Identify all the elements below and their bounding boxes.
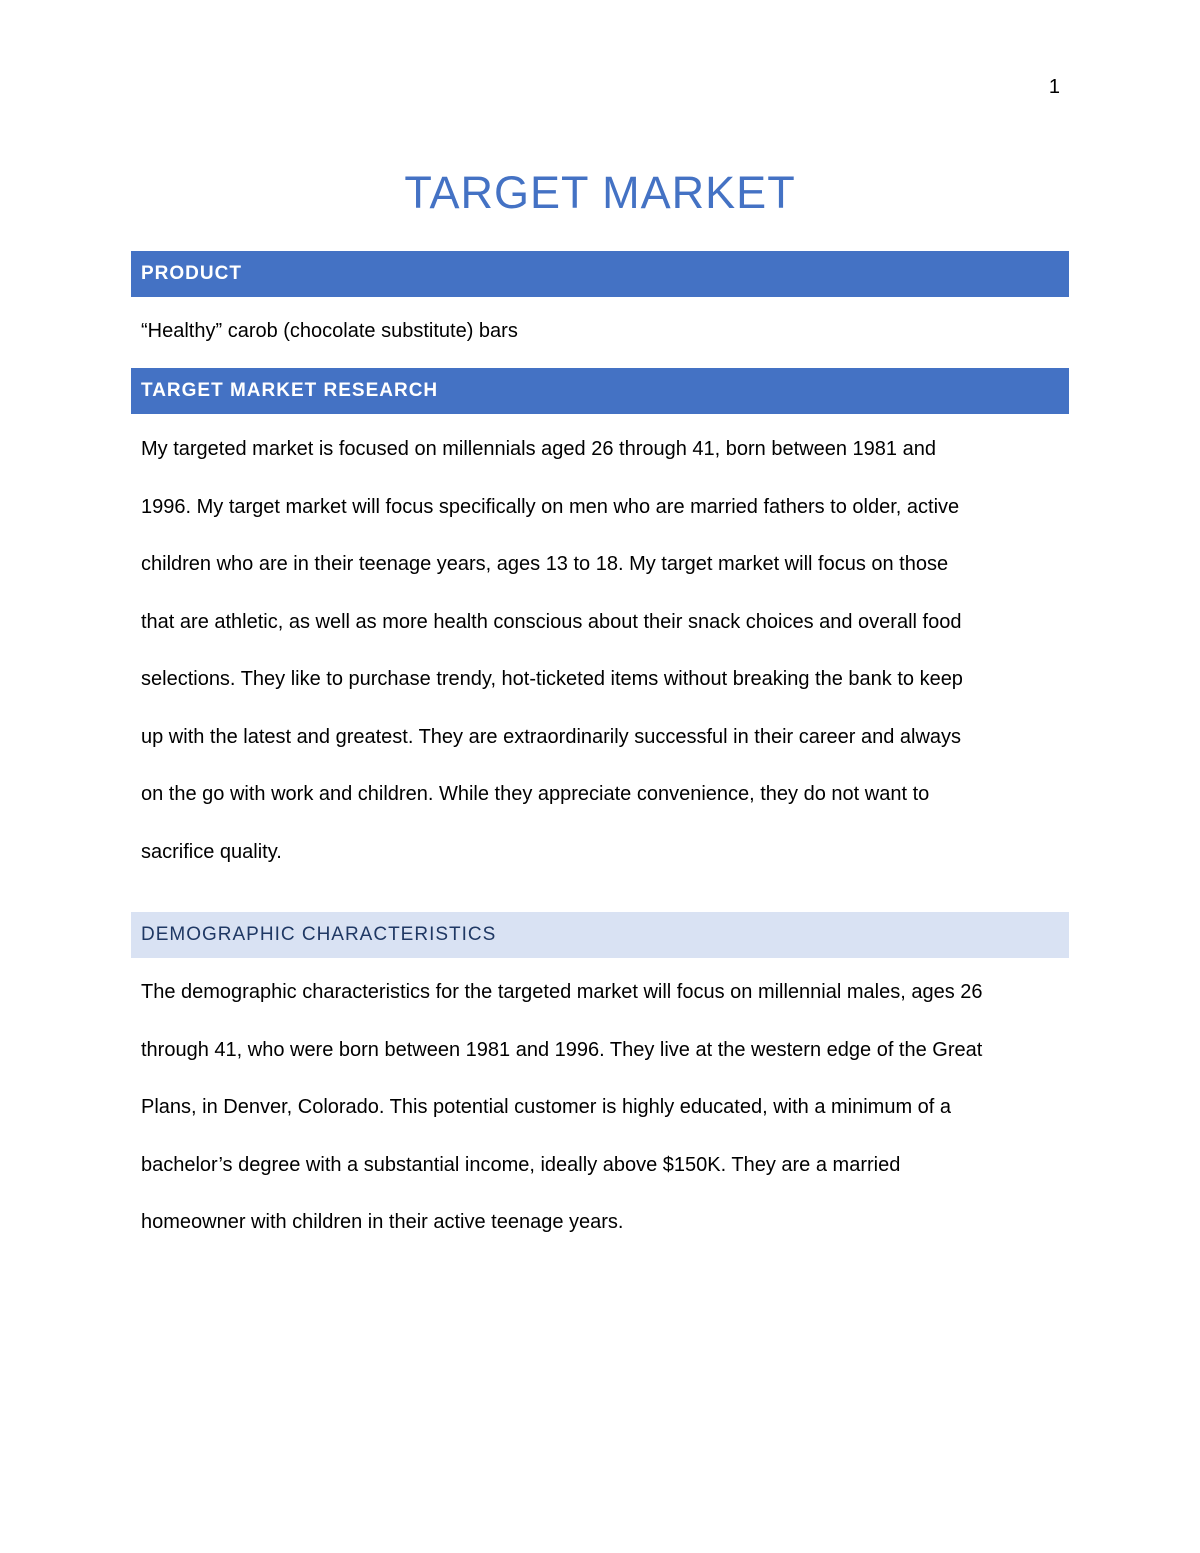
demographic-line: homeowner with children in their active teenage years. (141, 1211, 624, 1233)
section-heading-product (131, 251, 1069, 297)
document-title: TARGET MARKET (404, 167, 796, 218)
demographic-line: bachelor’s degree with a substantial income, ideally above $150K. They are a married (141, 1153, 901, 1176)
research-line: 1996. My target market will focus specifically on men who are married fathers to older, active (141, 495, 960, 518)
section-heading-research (131, 368, 1069, 414)
section-heading-demographic (131, 912, 1069, 958)
research-line: that are athletic, as well as more health conscious about their snack choices and overall food (141, 610, 962, 633)
page-number: 1 (1048, 76, 1060, 98)
research-line: up with the latest and greatest. They are extraordinarily successful in their career and always (141, 725, 962, 748)
research-line: children who are in their teenage years, ages 13 to 18. My target market will focus on those (141, 553, 949, 575)
demographic-line: Plans, in Denver, Colorado. This potential customer is highly educated, with a minimum of a (141, 1096, 952, 1118)
research-paragraph (141, 421, 1066, 881)
research-line: on the go with work and children. While they appreciate convenience, they do not want to (141, 783, 930, 805)
demographic-paragraph (141, 964, 1066, 1252)
section-heading-product-label: PRODUCT (141, 263, 242, 284)
demographic-line: through 41, who were born between 1981 and 1996. They live at the western edge of the Great (141, 1038, 983, 1061)
section-heading-research-label: TARGET MARKET RESEARCH (141, 380, 439, 401)
research-line: sacrifice quality. (141, 840, 282, 863)
research-line: My targeted market is focused on millennials aged 26 through 41, born between 1981 and (141, 438, 936, 460)
section-heading-demographic-label: DEMOGRAPHIC CHARACTERISTICS (141, 924, 497, 945)
demographic-line: The demographic characteristics for the targeted market will focus on millennial males, ages 26 (141, 981, 983, 1003)
research-line: selections. They like to purchase trendy, hot-ticketed items without breaking the bank to keep (141, 668, 963, 690)
product-description: “Healthy” carob (chocolate substitute) bars (141, 320, 518, 342)
